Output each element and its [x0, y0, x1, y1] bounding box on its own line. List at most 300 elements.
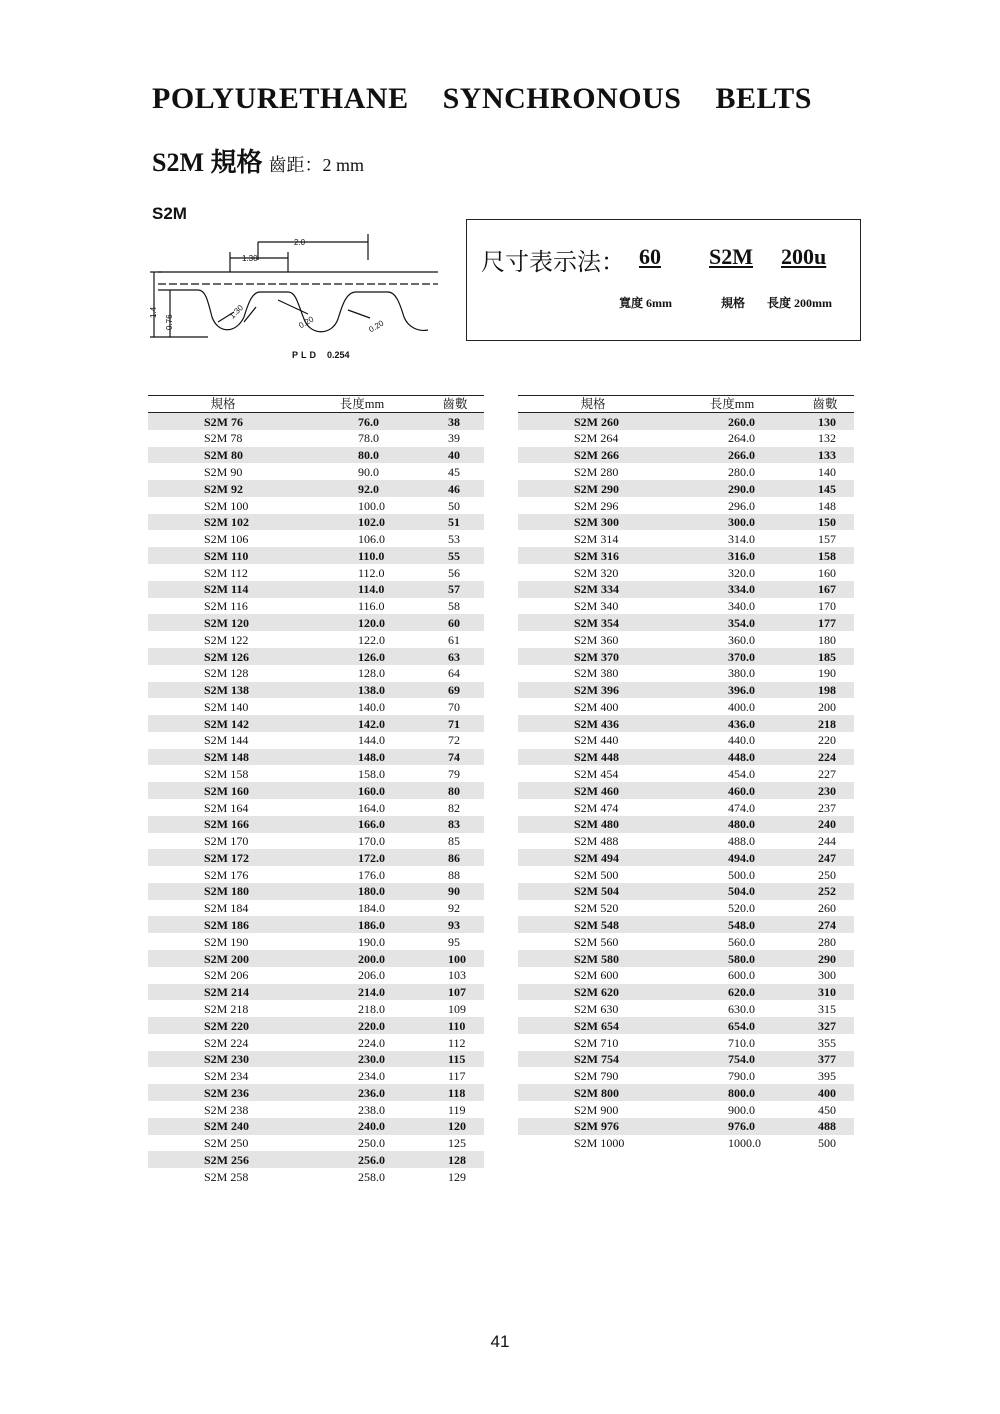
- cell-teeth: 190: [818, 666, 836, 681]
- cell-teeth: 103: [448, 968, 466, 983]
- cell-length: 494.0: [668, 849, 796, 866]
- cell-teeth: 118: [426, 1084, 484, 1101]
- table-row: [148, 547, 484, 564]
- cell-teeth: 170: [818, 599, 836, 614]
- table-row: [518, 648, 854, 665]
- cell-spec: S2M 214: [148, 984, 298, 1001]
- cell-length: 548.0: [668, 916, 796, 933]
- cell-teeth: 133: [796, 447, 854, 464]
- cell-teeth: 107: [426, 984, 484, 1001]
- cell-spec: S2M 494: [518, 849, 668, 866]
- cell-length: 140.0: [358, 699, 385, 714]
- cell-teeth: 395: [818, 1069, 836, 1084]
- cell-teeth: 83: [426, 816, 484, 833]
- table-row: [518, 1135, 854, 1152]
- table-row: [518, 413, 854, 430]
- cell-length: 320.0: [728, 565, 755, 580]
- cell-spec: S2M 100: [204, 498, 249, 513]
- dim-height: 1.4: [149, 306, 158, 318]
- notation-spec-value: S2M: [709, 244, 753, 269]
- table-row: [518, 1017, 854, 1034]
- cell-length: 206.0: [358, 968, 385, 983]
- table-row: [148, 1084, 484, 1101]
- cell-spec: S2M 78: [204, 431, 243, 446]
- cell-teeth: 50: [448, 498, 460, 513]
- cell-teeth: 86: [426, 849, 484, 866]
- cell-spec: S2M 114: [148, 581, 298, 598]
- table-row: [518, 916, 854, 933]
- cell-length: 260.0: [668, 413, 796, 430]
- cell-length: 258.0: [358, 1169, 385, 1184]
- cell-teeth: 53: [448, 532, 460, 547]
- table-row: [518, 1067, 854, 1084]
- cell-teeth: 88: [448, 867, 460, 882]
- table-row: [518, 1084, 854, 1101]
- cell-teeth: 93: [426, 916, 484, 933]
- table-row: [148, 631, 484, 648]
- cell-spec: S2M 190: [204, 934, 249, 949]
- cell-length: 78.0: [358, 431, 379, 446]
- col-header-length: 長度mm: [298, 396, 426, 413]
- cell-length: 158.0: [358, 767, 385, 781]
- cell-spec: S2M 186: [148, 916, 298, 933]
- table-row: [518, 933, 854, 950]
- cell-teeth: 125: [448, 1136, 466, 1151]
- table-header-row: [518, 396, 854, 413]
- table-row: [518, 749, 854, 766]
- cell-length: 290.0: [668, 480, 796, 497]
- cell-teeth: 79: [448, 767, 460, 781]
- subtitle-pitch: 齒距：2 mm: [268, 155, 365, 175]
- cell-spec: S2M 128: [204, 666, 249, 681]
- cell-teeth: 200: [818, 699, 836, 714]
- notation-length-note: 長度 200mm: [767, 296, 832, 310]
- cell-spec: S2M 334: [518, 581, 668, 598]
- cell-spec: S2M 440: [574, 733, 619, 748]
- cell-spec: S2M 480: [518, 816, 668, 833]
- cell-spec: S2M 76: [148, 413, 298, 430]
- table-row: [148, 648, 484, 665]
- cell-spec: S2M 790: [574, 1069, 619, 1084]
- table-row: [148, 950, 484, 967]
- cell-teeth: 150: [796, 514, 854, 531]
- table-row: [518, 732, 854, 749]
- table-row: [148, 614, 484, 631]
- cell-teeth: 63: [426, 648, 484, 665]
- cell-teeth: 46: [426, 480, 484, 497]
- table-row: [518, 799, 854, 816]
- table-row: [148, 1151, 484, 1168]
- cell-length: 234.0: [358, 1069, 385, 1084]
- cell-length: 474.0: [728, 800, 755, 815]
- cell-spec: S2M 710: [574, 1035, 619, 1050]
- cell-length: 114.0: [298, 581, 426, 598]
- cell-teeth: 61: [448, 632, 460, 647]
- cell-teeth: 74: [426, 749, 484, 766]
- table-row: [518, 631, 854, 648]
- cell-length: 314.0: [728, 532, 755, 547]
- cell-length: 560.0: [728, 934, 755, 949]
- cell-teeth: 400: [796, 1084, 854, 1101]
- table-row: [148, 698, 484, 715]
- table-row: [148, 833, 484, 850]
- cell-length: 200.0: [298, 950, 426, 967]
- cell-spec: S2M 436: [518, 715, 668, 732]
- cell-length: 440.0: [728, 733, 755, 748]
- cell-spec: S2M 234: [204, 1069, 249, 1084]
- table-row: [518, 1051, 854, 1068]
- cell-spec: S2M 218: [204, 1001, 249, 1016]
- cell-teeth: 177: [796, 614, 854, 631]
- cell-spec: S2M 474: [574, 800, 619, 815]
- cell-length: 800.0: [668, 1084, 796, 1101]
- table-row: [518, 833, 854, 850]
- table-row: [518, 883, 854, 900]
- cell-spec: S2M 106: [204, 532, 249, 547]
- belt-table-left: [148, 395, 484, 1185]
- cell-length: 220.0: [298, 1017, 426, 1034]
- cell-length: 790.0: [728, 1069, 755, 1084]
- cell-length: 164.0: [358, 800, 385, 815]
- cell-spec: S2M 148: [148, 749, 298, 766]
- cell-teeth: 82: [448, 800, 460, 815]
- cell-spec: S2M 142: [148, 715, 298, 732]
- cell-teeth: 185: [796, 648, 854, 665]
- cell-spec: S2M 240: [148, 1118, 298, 1135]
- dim-angle: 1.30: [227, 303, 246, 321]
- cell-teeth: 167: [796, 581, 854, 598]
- cell-length: 334.0: [668, 581, 796, 598]
- cell-length: 448.0: [668, 749, 796, 766]
- belt-table-right: [518, 395, 854, 1151]
- cell-length: 400.0: [728, 699, 755, 714]
- page-title: POLYURETHANE SYNCHRONOUS BELTS: [152, 82, 812, 115]
- cell-length: 460.0: [668, 782, 796, 799]
- cell-length: 316.0: [668, 547, 796, 564]
- table-row: [518, 1000, 854, 1017]
- cell-teeth: 80: [426, 782, 484, 799]
- table-row: [518, 816, 854, 833]
- cell-length: 144.0: [358, 733, 385, 748]
- cell-length: 600.0: [728, 968, 755, 983]
- pld-value: 0.254: [327, 350, 350, 360]
- cell-teeth: 280: [818, 934, 836, 949]
- table-row: [148, 1034, 484, 1051]
- table-row: [148, 581, 484, 598]
- cell-spec: S2M 900: [574, 1102, 619, 1117]
- cell-teeth: 117: [448, 1069, 466, 1084]
- cell-length: 116.0: [358, 599, 385, 614]
- table-row: [148, 564, 484, 581]
- page-number: 41: [490, 1332, 510, 1351]
- cell-length: 76.0: [298, 413, 426, 430]
- table-row: [518, 480, 854, 497]
- cell-length: 110.0: [298, 547, 426, 564]
- cell-spec: S2M 238: [204, 1102, 249, 1117]
- cell-length: 218.0: [358, 1001, 385, 1016]
- cell-spec: S2M 400: [574, 699, 619, 714]
- cell-spec: S2M 296: [574, 498, 619, 513]
- table-row: [148, 1067, 484, 1084]
- cell-spec: S2M 580: [518, 950, 668, 967]
- cell-spec: S2M 112: [204, 565, 248, 580]
- table-row: [518, 715, 854, 732]
- table-row: [148, 1051, 484, 1068]
- cell-length: 142.0: [298, 715, 426, 732]
- cell-spec: S2M 116: [204, 599, 248, 614]
- cell-spec: S2M 206: [204, 968, 249, 983]
- cell-length: 580.0: [668, 950, 796, 967]
- table-row: [518, 950, 854, 967]
- cell-length: 340.0: [728, 599, 755, 614]
- table-row: [518, 1101, 854, 1118]
- cell-spec: S2M 180: [148, 883, 298, 900]
- dim-pitch: 2.0: [294, 238, 306, 247]
- cell-teeth: 60: [426, 614, 484, 631]
- cell-teeth: 230: [796, 782, 854, 799]
- cell-spec: S2M 380: [574, 666, 619, 681]
- cell-spec: S2M 370: [518, 648, 668, 665]
- cell-spec: S2M 102: [148, 514, 298, 531]
- cell-teeth: 69: [426, 682, 484, 699]
- cell-teeth: 140: [818, 464, 836, 479]
- cell-length: 710.0: [728, 1035, 755, 1050]
- cell-teeth: 130: [796, 413, 854, 430]
- cell-length: 170.0: [358, 834, 385, 849]
- cell-teeth: 145: [796, 480, 854, 497]
- cell-teeth: 132: [818, 431, 836, 446]
- cell-teeth: 85: [448, 834, 460, 849]
- col-header-length: 長度mm: [668, 396, 796, 413]
- cell-spec: S2M 138: [148, 682, 298, 699]
- notation-width-note: 寬度 6mm: [619, 296, 672, 310]
- table-row: [148, 530, 484, 547]
- cell-spec: S2M 220: [148, 1017, 298, 1034]
- table-row: [518, 698, 854, 715]
- cell-teeth: 160: [818, 565, 836, 580]
- cell-spec: S2M 396: [518, 682, 668, 699]
- table-row: [518, 598, 854, 615]
- cell-length: 126.0: [298, 648, 426, 665]
- table-row: [148, 1000, 484, 1017]
- table-row: [148, 497, 484, 514]
- cell-spec: S2M 250: [204, 1136, 249, 1151]
- cell-teeth: 70: [448, 699, 460, 714]
- cell-teeth: 148: [818, 498, 836, 513]
- cell-length: 654.0: [668, 1017, 796, 1034]
- dim-radius-1: 0.20: [297, 314, 316, 331]
- notation-spec-note: 規格: [721, 296, 746, 310]
- table-row: [148, 1118, 484, 1135]
- cell-teeth: 157: [818, 532, 836, 547]
- cell-length: 122.0: [358, 632, 385, 647]
- cell-teeth: 51: [426, 514, 484, 531]
- cell-length: 186.0: [298, 916, 426, 933]
- table-row: [148, 665, 484, 682]
- table-row: [518, 530, 854, 547]
- cell-length: 360.0: [728, 632, 755, 647]
- cell-spec: S2M 200: [148, 950, 298, 967]
- cell-length: 504.0: [668, 883, 796, 900]
- cell-length: 300.0: [668, 514, 796, 531]
- cell-length: 120.0: [298, 614, 426, 631]
- cell-spec: S2M 160: [148, 782, 298, 799]
- table-row: [518, 463, 854, 480]
- cell-teeth: 58: [448, 599, 460, 614]
- cell-length: 500.0: [728, 867, 755, 882]
- cell-length: 214.0: [298, 984, 426, 1001]
- table-row: [518, 967, 854, 984]
- cell-spec: S2M 166: [148, 816, 298, 833]
- cell-teeth: 488: [796, 1118, 854, 1135]
- cell-spec: S2M 110: [148, 547, 298, 564]
- cell-teeth: 39: [448, 431, 460, 446]
- cell-length: 264.0: [728, 431, 755, 446]
- cell-length: 280.0: [728, 464, 755, 479]
- cell-length: 396.0: [668, 682, 796, 699]
- table-row: [518, 782, 854, 799]
- cell-teeth: 224: [796, 749, 854, 766]
- cell-spec: S2M 630: [574, 1001, 619, 1016]
- notation-length-value: 200u: [781, 244, 827, 269]
- table-row: [518, 497, 854, 514]
- cell-spec: S2M 266: [518, 447, 668, 464]
- cell-teeth: 252: [796, 883, 854, 900]
- cell-spec: S2M 236: [148, 1084, 298, 1101]
- col-header-teeth: 齒數: [796, 396, 854, 413]
- cell-length: 976.0: [668, 1118, 796, 1135]
- cell-length: 176.0: [358, 867, 385, 882]
- diagram-label: S2M: [152, 204, 187, 223]
- table-row: [148, 1101, 484, 1118]
- cell-length: 180.0: [298, 883, 426, 900]
- table-row: [148, 799, 484, 816]
- cell-length: 112.0: [358, 565, 385, 580]
- notation-width-value: 60: [639, 244, 661, 269]
- cell-length: 480.0: [668, 816, 796, 833]
- cell-teeth: 112: [448, 1035, 466, 1050]
- cell-teeth: 500: [818, 1136, 836, 1151]
- cell-length: 240.0: [298, 1118, 426, 1135]
- cell-length: 520.0: [728, 901, 755, 916]
- table-row: [518, 682, 854, 699]
- table-row: [148, 447, 484, 464]
- cell-teeth: 300: [818, 968, 836, 983]
- table-row: [148, 782, 484, 799]
- cell-spec: S2M 800: [518, 1084, 668, 1101]
- cell-spec: S2M 320: [574, 565, 619, 580]
- cell-spec: S2M 258: [204, 1169, 249, 1184]
- cell-length: 190.0: [358, 934, 385, 949]
- cell-spec: S2M 314: [574, 532, 619, 547]
- table-row: [518, 849, 854, 866]
- cell-teeth: 92: [448, 901, 460, 916]
- table-row: [148, 765, 484, 782]
- cell-length: 80.0: [298, 447, 426, 464]
- cell-spec: S2M 504: [518, 883, 668, 900]
- cell-length: 236.0: [298, 1084, 426, 1101]
- cell-teeth: 129: [448, 1169, 466, 1184]
- cell-length: 172.0: [298, 849, 426, 866]
- table-row: [148, 967, 484, 984]
- cell-teeth: 115: [426, 1051, 484, 1068]
- col-header-teeth: 齒數: [426, 396, 484, 413]
- table-row: [148, 849, 484, 866]
- table-row: [148, 1135, 484, 1152]
- cell-spec: S2M 488: [574, 834, 619, 849]
- cell-spec: S2M 354: [518, 614, 668, 631]
- table-row: [148, 900, 484, 917]
- cell-teeth: 327: [796, 1017, 854, 1034]
- cell-teeth: 198: [796, 682, 854, 699]
- cell-length: 256.0: [298, 1151, 426, 1168]
- table-row: [148, 984, 484, 1001]
- table-row: [518, 564, 854, 581]
- cell-spec: S2M 454: [574, 767, 619, 781]
- cell-spec: S2M 164: [204, 800, 249, 815]
- cell-spec: S2M 92: [148, 480, 298, 497]
- cell-spec: S2M 360: [574, 632, 619, 647]
- table-row: [518, 900, 854, 917]
- dim-tooth-height: 0.76: [165, 314, 174, 330]
- cell-teeth: 40: [426, 447, 484, 464]
- cell-spec: S2M 184: [204, 901, 249, 916]
- dim-radius-2: 0.20: [367, 318, 386, 335]
- cell-length: 296.0: [728, 498, 755, 513]
- cell-teeth: 128: [426, 1151, 484, 1168]
- cell-teeth: 57: [426, 581, 484, 598]
- cell-spec: S2M 340: [574, 599, 619, 614]
- cell-length: 1000.0: [728, 1136, 761, 1151]
- table-row: [518, 514, 854, 531]
- cell-teeth: 55: [426, 547, 484, 564]
- cell-teeth: 56: [448, 565, 460, 580]
- cell-length: 488.0: [728, 834, 755, 849]
- cell-length: 92.0: [298, 480, 426, 497]
- subtitle-spec: S2M 規格: [152, 148, 263, 177]
- cell-spec: S2M 176: [204, 867, 249, 882]
- cell-spec: S2M 256: [148, 1151, 298, 1168]
- cell-length: 380.0: [728, 666, 755, 681]
- table-row: [148, 598, 484, 615]
- cell-spec: S2M 172: [148, 849, 298, 866]
- table-row: [518, 581, 854, 598]
- table-row: [148, 682, 484, 699]
- cell-spec: S2M 460: [518, 782, 668, 799]
- table-row: [518, 1118, 854, 1135]
- cell-teeth: 158: [796, 547, 854, 564]
- dim-tooth-width: 1.30: [242, 254, 258, 263]
- cell-teeth: 120: [426, 1118, 484, 1135]
- table-header-row: [148, 396, 484, 413]
- table-row: [148, 816, 484, 833]
- cell-length: 370.0: [668, 648, 796, 665]
- table-row: [148, 430, 484, 447]
- table-row: [518, 447, 854, 464]
- cell-teeth: 244: [818, 834, 836, 849]
- cell-spec: S2M 264: [574, 431, 619, 446]
- col-header-spec: 規格: [518, 396, 668, 413]
- cell-spec: S2M 300: [518, 514, 668, 531]
- col-header-spec: 規格: [148, 396, 298, 413]
- cell-spec: S2M 144: [204, 733, 249, 748]
- table-row: [148, 514, 484, 531]
- table-row: [518, 614, 854, 631]
- cell-teeth: 64: [448, 666, 460, 681]
- cell-length: 436.0: [668, 715, 796, 732]
- cell-length: 166.0: [298, 816, 426, 833]
- cell-spec: S2M 448: [518, 749, 668, 766]
